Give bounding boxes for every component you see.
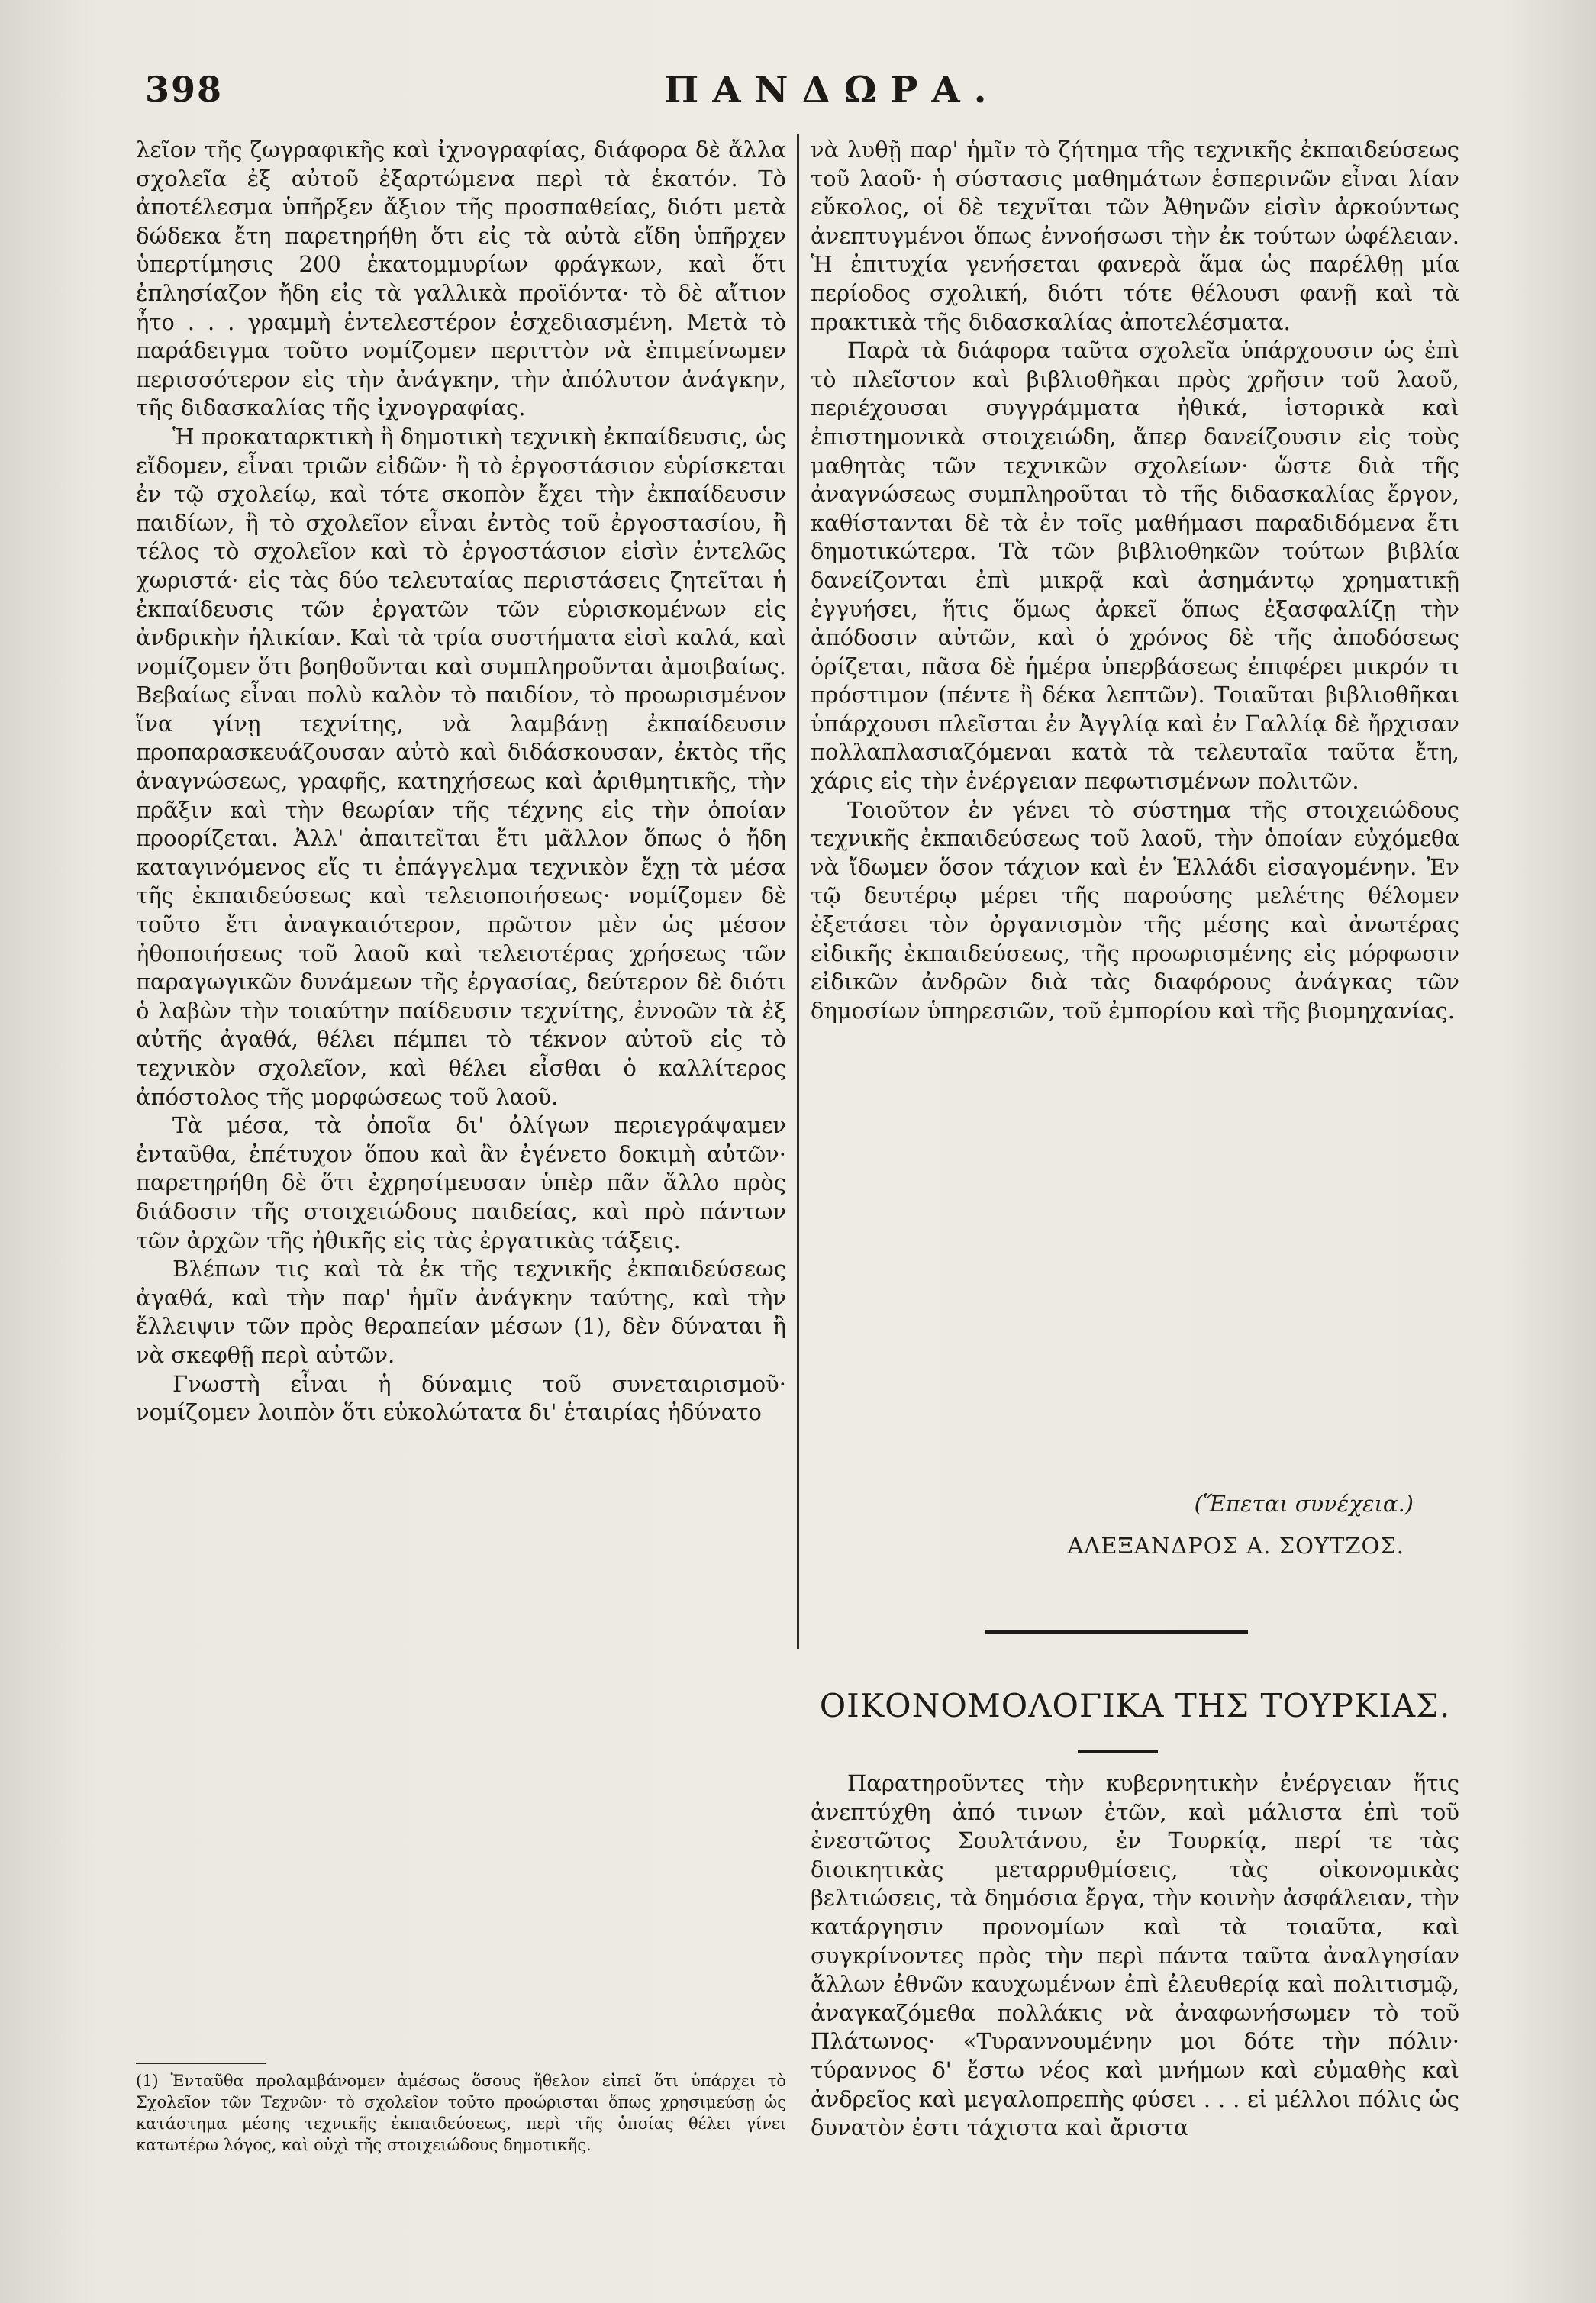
paragraph: λεῖον τῆς ζωγραφικῆς καὶ ἰχνογραφίας, διάφορα δὲ ἄλλα σχολεῖα ἐξ αὐτοῦ ἐξαρτώμενα περὶ τὰ ἑκατόν. Τὸ ἀποτέλεσμα ὑπῆρξεν ἄξιον τῆς προσπαθείας, διότι μετὰ δώδεκα ἔτη παρετηρήθη ὅτι εἰς τὰ αὐτὰ εἴδη ὑπῆρχεν ὑπερτίμησις 200 ἑκατομμυρίων φράγκων, καὶ ὅτι ἐπλησίαζον ἤδη εἰς τὰ γαλλικὰ προϊόντα· τὸ δὲ αἴτιον ἦτο . . . γραμμὴ ἐντελεστέρον ἐσχεδιασμένη. Μετὰ τὸ παράδειγμα τοῦτο νομίζομεν περιττὸν νὰ ἐπιμείνωμεν περισσότερον εἰς τὴν ἀνάγκην, τὴν ἀπόλυτον ἀνάγκην, τῆς διδασκαλίας τῆς ἰχνογραφίας. bbox=[136, 137, 786, 421]
title-underline bbox=[1078, 1750, 1158, 1753]
continuation-note: (Ἕπεται συνέχεια.) bbox=[1194, 1491, 1414, 1517]
right-column-top bbox=[811, 136, 1459, 1025]
paragraph: Τοιοῦτον ἐν γένει τὸ σύστημα τῆς στοιχειώδους τεχνικῆς ἐκπαιδεύσεως τοῦ λαοῦ, τὴν ὁποίαν εὐχόμεθα νὰ ἴδωμεν ὅσον τάχιον καὶ ἐν Ἑλλάδι εἰσαγομένην. Ἐν τῷ δευτέρῳ μέρει τῆς παρούσης μελέτης θέλομεν ἐξετάσει τὸν ὀργανισμὸν τῆς μέσης καὶ ἀνωτέρας εἰδικῆς ἐκπαιδεύσεως, τῆς προωρισμένης εἰς μόρφωσιν εἰδικῶν ἀνδρῶν διὰ τὰς διαφόρους ἀνάγκας τῶν δημοσίων ὑπηρεσιῶν, τοῦ ἐμπορίου καὶ τῆς βιομηχανίας. bbox=[811, 796, 1459, 1024]
paragraph: Παρὰ τὰ διάφορα ταῦτα σχολεῖα ὑπάρχουσιν ὡς ἐπὶ τὸ πλεῖστον καὶ βιβλιοθῆκαι πρὸς χρῆσιν τοῦ λαοῦ, περιέχουσαι συγγράμματα ἠθικά, ἱστορικὰ καὶ ἐπιστημονικὰ στοιχειώδη, ἅπερ δανείζουσιν εἰς τοὺς μαθητὰς τῶν τεχνικῶν σχολείων· ὥστε διὰ τῆς ἀναγνώσεως συμπληροῦται τὸ τῆς διδασκαλίας ἔργον, καθίστανται δὲ τὰ ἐν τοῖς μαθήμασι παραδιδόμενα ἔτι δημοτικώτερα. Τὰ τῶν βιβλιοθηκῶν τούτων βιβλία δανείζονται ἐπὶ μικρᾷ καὶ ἀσημάντῳ χρηματικῇ ἐγγυήσει, ἥτις ὅμως ἀρκεῖ ὅπως ἐξασφαλίζῃ τὴν ἀπόδοσιν αὐτῶν, καὶ ὁ χρόνος δὲ τῆς ἀποδόσεως ὁρίζεται, πᾶσα δὲ ἡμέρα ὑπερβάσεως ἐπιφέρει μικρόν τι πρόστιμον (πέντε ἢ δέκα λεπτῶν). Τοιαῦται βιβλιοθῆκαι ὑπάρχουσι πλεῖσται ἐν Ἀγγλίᾳ καὶ ἐν Γαλλίᾳ δὲ ἤρχισαν πολλαπλασιαζόμεναι κατὰ τὰ τελευταῖα ταῦτα ἔτη, χάρις εἰς τὴν ἐνέργειαν πεφωτισμένων πολιτῶν. bbox=[811, 337, 1459, 795]
paragraph: Ἡ προκαταρκτικὴ ἢ δημοτικὴ τεχνικὴ ἐκπαίδευσις, ὡς εἴδομεν, εἶναι τριῶν εἰδῶν· ἢ τὸ ἐργοστάσιον εὑρίσκεται ἐν τῷ σχολείῳ, καὶ τότε σκοπὸν ἔχει τὴν ἐκπαίδευσιν παιδίων, ἢ τὸ σχολεῖον εἶναι ἐντὸς τοῦ ἐργοστασίου, ἢ τέλος τὸ σχολεῖον καὶ τὸ ἐργοστάσιον εἰσὶν ἐντελῶς χωριστά· εἰς τὰς δύο τελευταίας περιστάσεις ζητεῖται ἡ ἐκπαίδευσις τῶν ἐργατῶν τῶν εὑρισκομένων εἰς ἀνδρικὴν ἡλικίαν. Καὶ τὰ τρία συστήματα εἰσὶ καλά, καὶ νομίζομεν ὅτι βοηθοῦνται καὶ συμπληροῦνται ἀμοιβαίως. Βεβαίως εἶναι πολὺ καλὸν τὸ παιδίον, τὸ προωρισμένον ἵνα γίνῃ τεχνίτης, νὰ λαμβάνῃ ἐκπαίδευσιν προπαρασκευάζουσαν αὐτὸ καὶ διδάσκουσαν, ἐκτὸς τῆς ἀναγνώσεως, γραφῆς, κατηχήσεως καὶ ἀριθμητικῆς, τὴν πρᾶξιν καὶ τὴν θεωρίαν τῆς τέχνης εἰς τὴν ὁποίαν προορίζεται. Ἀλλ' ἀπαιτεῖται ἔτι μᾶλλον ὅπως ὁ ἤδη καταγινόμενος εἴς τι ἐπάγγελμα τεχνικὸν ἔχῃ τὰ μέσα τῆς ἐκπαιδεύσεως καὶ τελειοποιήσεως· νομίζομεν δὲ τοῦτο ἔτι ἀναγκαιότερον, πρῶτον μὲν ὡς μέσον ἠθοποιήσεως τοῦ λαοῦ καὶ τελειοτέρας χρήσεως τῶν παραγωγικῶν δυνάμεων τῆς ἐργασίας, δεύτερον δὲ διότι ὁ λαβὼν τὴν τοιαύτην παίδευσιν τεχνίτης, ἐννοῶν τὰ ἐξ αὐτῆς ἀγαθά, θέλει πέμπει τὸ τέκνον αὐτοῦ εἰς τὸ τεχνικὸν σχολεῖον, καὶ θέλει εἶσθαι ὁ καλλίτερος ἀπόστολος τῆς μορφώσεως τοῦ λαοῦ. bbox=[136, 423, 786, 1110]
paragraph: Τὰ μέσα, τὰ ὁποῖα δι' ὀλίγων περιεγράψαμεν ἐνταῦθα, ἐπέτυχον ὅπου καὶ ἂν ἐγένετο δοκιμὴ αὐτῶν· παρετηρήθη δὲ ὅτι ἐχρησίμευσαν ὑπὲρ πᾶν ἄλλο πρὸς διάδοσιν τῆς στοιχειώδους παιδείας, καὶ πρὸ πάντων τῶν ἀρχῶν τῆς ἠθικῆς εἰς τὰς ἐργατικὰς τάξεις. bbox=[136, 1112, 786, 1253]
left-column bbox=[136, 136, 786, 1427]
paragraph: Γνωστὴ εἶναι ἡ δύναμις τοῦ συνεταιρισμοῦ· νομίζομεν λοιπὸν ὅτι εὐκολώτατα δι' ἑταιρίας ἠδύνατο bbox=[136, 1370, 786, 1426]
page-number: 398 bbox=[145, 69, 224, 110]
section-separator bbox=[985, 1630, 1248, 1634]
paragraph: Βλέπων τις καὶ τὰ ἐκ τῆς τεχνικῆς ἐκπαιδεύσεως ἀγαθά, καὶ τὴν παρ' ἡμῖν ἀνάγκην ταύτης, καὶ τὴν ἔλλειψιν τῶν πρὸς θεραπείαν μέσων (1), δὲν δύναται ἢ νὰ σκεφθῇ περὶ αὐτῶν. bbox=[136, 1256, 786, 1368]
column-divider bbox=[797, 134, 799, 1649]
paragraph: νὰ λυθῇ παρ' ἡμῖν τὸ ζήτημα τῆς τεχνικῆς ἐκπαιδεύσεως τοῦ λαοῦ· ἡ σύστασις μαθημάτων ἑσπερινῶν εἶναι λίαν εὔκολος, οἱ δὲ τεχνῖται τῶν Ἀθηνῶν εἰσὶν ἀρκούντως ἀνεπτυγμένοι ὅπως ἐννοήσωσι τὴν ἐκ τούτων ὠφέλειαν. Ἡ ἐπιτυχία γενήσεται φανερὰ ἅμα ὡς παρέλθῃ μία περίοδος σχολική, διότι τότε θέλουσι φανῇ καὶ τὰ πρακτικὰ τῆς διδασκαλίας ἀποτελέσματα. bbox=[811, 137, 1459, 335]
footnote-rule bbox=[136, 2063, 266, 2064]
article-title: ΟΙΚΟΝΟΜΟΛΟΓΙΚΑ ΤΗΣ ΤΟΥΡΚΙΑΣ. bbox=[819, 1687, 1451, 1724]
signature-block bbox=[811, 1490, 1459, 1559]
page-header bbox=[0, 63, 1596, 116]
right-column-bottom bbox=[811, 1769, 1459, 2143]
author-name: ΑΛΕΞΑΝΔΡΟΣ Α. ΣΟΥΤΖΟΣ. bbox=[1067, 1532, 1404, 1559]
footnote: (1) Ἐνταῦθα προλαμβάνομεν ἀμέσως ὅσους ἤθελον εἰπεῖ ὅτι ὑπάρχει τὸ Σχολεῖον τῶν Τεχνῶν· τὸ σχολεῖον τοῦτο προώρισται ὅπως χρησιμεύσῃ ὡς κατάστημα μέσης τεχνικῆς ἐκπαιδεύσεως, περὶ τῆς ὁποίας θέλει γίνει κατωτέρω λόγος, καὶ οὐχὶ τῆς στοιχειώδους δημοτικῆς. bbox=[136, 2072, 786, 2154]
running-title: ΠΑΝΔΩΡΑ. bbox=[664, 69, 1001, 111]
paragraph: Παρατηροῦντες τὴν κυβερνητικὴν ἐνέργειαν ἥτις ἀνεπτύχθη ἀπό τινων ἐτῶν, καὶ μάλιστα ἐπὶ τοῦ ἐνεστῶτος Σουλτάνου, ἐν Τουρκίᾳ, περί τε τὰς διοικητικὰς μεταρρυθμίσεις, τὰς οἰκονομικὰς βελτιώσεις, τὰ δημόσια ἔργα, τὴν κοινὴν ἀσφάλειαν, τὴν κατάργησιν προνομίων καὶ τὰ τοιαῦτα, καὶ συγκρίνοντες πρὸς τὴν περὶ πάντα ταῦτα ἀναλγησίαν ἄλλων ἐθνῶν καυχωμένων ἐπὶ ἐλευθερίᾳ καὶ πολιτισμῷ, ἀναγκαζόμεθα πολλάκις νὰ ἀναφωνήσωμεν τὸ τοῦ Πλάτωνος· «Τυραννουμένην μοι δότε τὴν πόλιν· τύραννος δ' ἔστω νέος καὶ μνήμων καὶ εὐμαθὴς καὶ ἀνδρεῖος καὶ μεγαλοπρεπὴς φύσει . . . εἰ μέλλοι πόλις ὡς δυνατὸν ἐστι τάχιστα καὶ ἄριστα bbox=[811, 1770, 1459, 2141]
